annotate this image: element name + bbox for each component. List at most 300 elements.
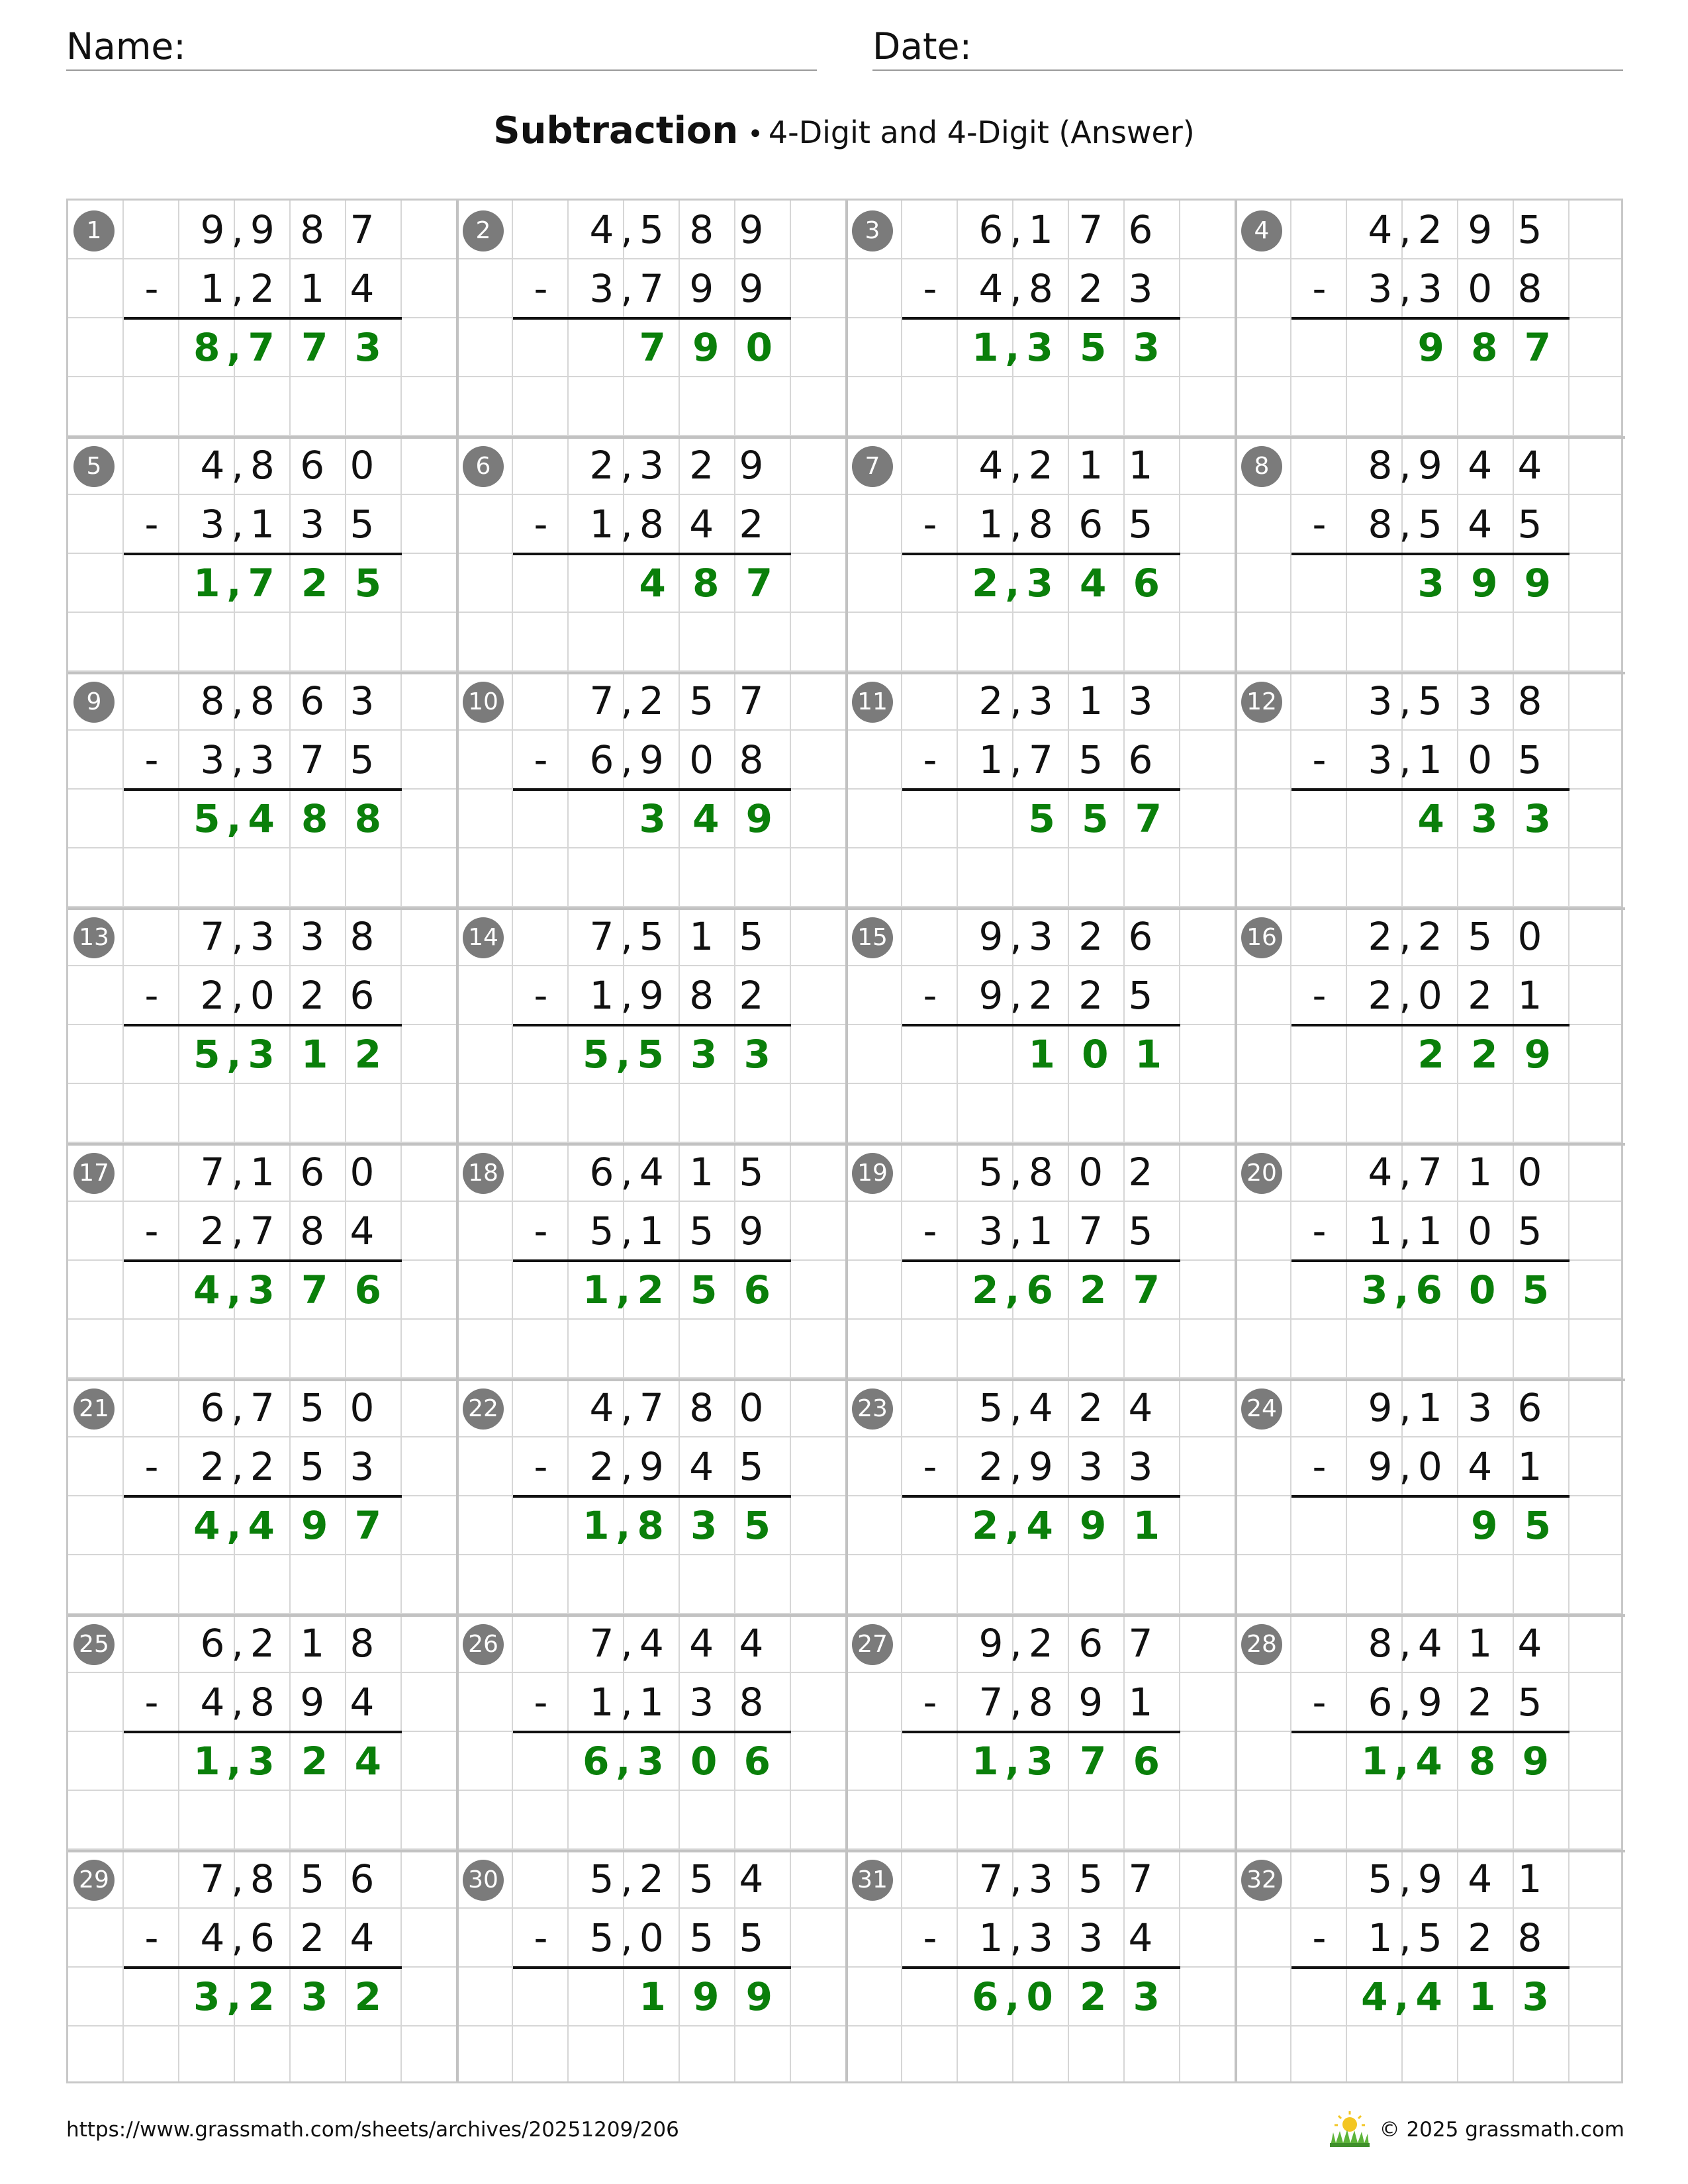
minuend-row (902, 1850, 1180, 1909)
answer-row (1291, 1025, 1570, 1084)
problem-21 (68, 1379, 457, 1614)
subtrahend: 2,7 8 4 (200, 1208, 381, 1253)
subtrahend: 1,7 5 6 (978, 737, 1160, 782)
minuend-row (902, 436, 1180, 495)
minus-sign: - (1312, 973, 1327, 1018)
answer-row (902, 1732, 1180, 1791)
answer-row (1291, 790, 1570, 848)
minuend-row (513, 201, 791, 259)
minuend-row (1291, 436, 1570, 495)
name-label: Name: (66, 25, 186, 68)
problem-number-badge: 28 (1241, 1624, 1282, 1665)
minuend-row (513, 672, 791, 731)
answer-row (902, 1496, 1180, 1555)
subtrahend-row (124, 966, 402, 1025)
problem-number-badge: 14 (463, 917, 504, 958)
minus-sign: - (144, 1208, 159, 1253)
minuend: 4,2 1 1 (978, 443, 1160, 488)
minus-sign: - (144, 1680, 159, 1725)
subtrahend-row (513, 1202, 791, 1261)
answer: 1 9 9 (639, 1974, 779, 2019)
minuend: 8,9 4 4 (1368, 443, 1549, 488)
problem-number-badge: 11 (852, 682, 893, 723)
minus-sign: - (923, 502, 937, 547)
problem-number-badge: 17 (73, 1153, 115, 1194)
problem-2 (457, 201, 847, 436)
minuend-row (902, 1143, 1180, 1202)
answer: 1,2 5 6 (583, 1267, 777, 1312)
minuend-row (124, 907, 402, 966)
subtrahend: 1,2 1 4 (200, 266, 381, 311)
problem-32 (1236, 1850, 1625, 2085)
minuend-row (1291, 1614, 1570, 1673)
minus-sign: - (144, 266, 159, 311)
problem-23 (847, 1379, 1236, 1614)
problem-number-badge: 4 (1241, 210, 1282, 251)
minus-sign: - (144, 502, 159, 547)
minuend: 2,3 1 3 (978, 678, 1160, 723)
subtrahend: 3,3 0 8 (1368, 266, 1549, 311)
minuend: 4,7 1 0 (1368, 1150, 1549, 1195)
problem-number-badge: 15 (852, 917, 893, 958)
subtrahend-row (902, 259, 1180, 318)
minuend: 8,4 1 4 (1368, 1621, 1549, 1666)
subtrahend-row (124, 1202, 402, 1261)
problem-number-badge: 32 (1241, 1860, 1282, 1901)
subtrahend-row (513, 966, 791, 1025)
answer-row (902, 1261, 1180, 1320)
problem-28 (1236, 1614, 1625, 1850)
subtrahend-row (902, 1909, 1180, 1968)
subtrahend: 5,1 5 9 (589, 1208, 771, 1253)
minus-sign: - (923, 1208, 937, 1253)
problem-number-badge: 16 (1241, 917, 1282, 958)
date-field[interactable] (872, 23, 1623, 71)
minuend: 7,2 5 7 (589, 678, 771, 723)
minuend: 5,9 4 1 (1368, 1856, 1549, 1901)
answer: 2,4 9 1 (972, 1503, 1166, 1548)
subtrahend: 1,1 3 8 (589, 1680, 771, 1725)
minuend: 6,2 1 8 (200, 1621, 381, 1666)
answer-row (124, 1732, 402, 1791)
subtrahend-row (902, 966, 1180, 1025)
answer-row (513, 790, 791, 848)
problem-number-badge: 19 (852, 1153, 893, 1194)
minus-sign: - (534, 737, 548, 782)
answer-row (902, 554, 1180, 613)
minuend-row (124, 1379, 402, 1437)
minus-sign: - (144, 1915, 159, 1960)
minuend: 4,7 8 0 (589, 1385, 771, 1430)
answer: 3,6 0 5 (1361, 1267, 1556, 1312)
minuend: 8,8 6 3 (200, 678, 381, 723)
problem-number-badge: 24 (1241, 1388, 1282, 1430)
answer: 5,3 1 2 (193, 1032, 388, 1077)
subtrahend-row (902, 1673, 1180, 1732)
subtrahend: 1,8 6 5 (978, 502, 1160, 547)
title-subtitle: 4-Digit and 4-Digit (Answer) (768, 114, 1195, 150)
minus-sign: - (923, 266, 937, 311)
grass-sun-logo-icon (1327, 2109, 1373, 2148)
subtrahend-row (124, 1673, 402, 1732)
answer: 1 0 1 (1028, 1032, 1168, 1077)
minus-sign: - (1312, 1680, 1327, 1725)
subtrahend: 8,5 4 5 (1368, 502, 1549, 547)
minuend: 3,5 3 8 (1368, 678, 1549, 723)
minus-sign: - (144, 737, 159, 782)
problem-number-badge: 6 (463, 446, 504, 487)
problem-number-badge: 3 (852, 210, 893, 251)
minus-sign: - (923, 973, 937, 1018)
subtrahend-row (124, 495, 402, 554)
minuend: 4,8 6 0 (200, 443, 381, 488)
subtrahend-row (513, 259, 791, 318)
answer-row (902, 790, 1180, 848)
minuend: 7,1 6 0 (200, 1150, 381, 1195)
footer-copyright: © 2025 grassmath.com (1379, 2118, 1624, 2142)
subtrahend-row (124, 259, 402, 318)
subtrahend-row (1291, 1909, 1570, 1968)
minuend-row (124, 1143, 402, 1202)
subtrahend: 2,0 2 6 (200, 973, 381, 1018)
answer: 1,7 2 5 (193, 561, 388, 606)
problem-11 (847, 672, 1236, 907)
answer-row (1291, 1732, 1570, 1791)
subtrahend: 1,1 0 5 (1368, 1208, 1549, 1253)
subtrahend-row (1291, 1673, 1570, 1732)
answer-row (1291, 1496, 1570, 1555)
subtrahend-row (902, 495, 1180, 554)
answer-row (513, 554, 791, 613)
problem-15 (847, 907, 1236, 1143)
minus-sign: - (534, 266, 548, 311)
minuend-row (1291, 1379, 1570, 1437)
problem-7 (847, 436, 1236, 672)
answer-row (124, 790, 402, 848)
minus-sign: - (1312, 1444, 1327, 1489)
subtrahend: 3,7 9 9 (589, 266, 771, 311)
answer-row (124, 554, 402, 613)
minuend-row (1291, 1143, 1570, 1202)
subtrahend-row (513, 1909, 791, 1968)
minuend: 2,3 2 9 (589, 443, 771, 488)
minus-sign: - (534, 1208, 548, 1253)
minuend-row (513, 436, 791, 495)
subtrahend: 5,0 5 5 (589, 1915, 771, 1960)
minus-sign: - (144, 1444, 159, 1489)
answer-row (1291, 554, 1570, 613)
subtrahend: 4,8 2 3 (978, 266, 1160, 311)
minus-sign: - (1312, 737, 1327, 782)
minus-sign: - (923, 737, 937, 782)
subtrahend: 2,9 4 5 (589, 1444, 771, 1489)
minus-sign: - (1312, 1208, 1327, 1253)
problem-1 (68, 201, 457, 436)
answer: 5 5 7 (1028, 796, 1168, 841)
answer-row (513, 1968, 791, 2026)
problem-24 (1236, 1379, 1625, 1614)
subtrahend: 2,0 2 1 (1368, 973, 1549, 1018)
subtrahend: 4,8 9 4 (200, 1680, 381, 1725)
subtrahend-row (124, 1909, 402, 1968)
answer: 9 8 7 (1417, 325, 1558, 370)
minuend-row (1291, 201, 1570, 259)
minuend-row (1291, 907, 1570, 966)
minuend-row (902, 201, 1180, 259)
minuend: 6,4 1 5 (589, 1150, 771, 1195)
answer: 4 8 7 (639, 561, 779, 606)
minuend-row (124, 436, 402, 495)
answer-row (513, 1732, 791, 1791)
subtrahend-row (124, 731, 402, 790)
footer-url[interactable]: https://www.grassmath.com/sheets/archives/20251209/206 (66, 2118, 679, 2142)
minus-sign: - (923, 1915, 937, 1960)
minus-sign: - (534, 1680, 548, 1725)
subtrahend-row (902, 1437, 1180, 1496)
problem-number-badge: 27 (852, 1624, 893, 1665)
answer-row (124, 1025, 402, 1084)
subtrahend-row (513, 731, 791, 790)
subtrahend-row (902, 731, 1180, 790)
problem-number-badge: 26 (463, 1624, 504, 1665)
problem-14 (457, 907, 847, 1143)
problem-number-badge: 21 (73, 1388, 115, 1430)
answer: 2 2 9 (1417, 1032, 1558, 1077)
subtrahend-row (1291, 495, 1570, 554)
problem-number-badge: 23 (852, 1388, 893, 1430)
problem-19 (847, 1143, 1236, 1379)
subtrahend: 1,3 3 4 (978, 1915, 1160, 1960)
answer: 7 9 0 (639, 325, 779, 370)
answer: 3 4 9 (639, 796, 779, 841)
problem-20 (1236, 1143, 1625, 1379)
minuend-row (124, 672, 402, 731)
problem-number-badge: 30 (463, 1860, 504, 1901)
answer: 5,4 8 8 (193, 796, 388, 841)
minuend: 2,2 5 0 (1368, 914, 1549, 959)
answer: 3 9 9 (1417, 561, 1558, 606)
minuend-row (902, 1379, 1180, 1437)
answer: 8,7 7 3 (193, 325, 388, 370)
answer-row (513, 1025, 791, 1084)
minus-sign: - (1312, 502, 1327, 547)
subtrahend: 2,2 5 3 (200, 1444, 381, 1489)
minus-sign: - (144, 973, 159, 1018)
problem-number-badge: 25 (73, 1624, 115, 1665)
subtrahend-row (1291, 1437, 1570, 1496)
answer: 4,4 9 7 (193, 1503, 388, 1548)
minuend: 9,1 3 6 (1368, 1385, 1549, 1430)
answer: 6,0 2 3 (972, 1974, 1166, 2019)
name-field[interactable] (66, 23, 817, 71)
answer: 9 5 (1471, 1503, 1558, 1548)
answer-row (124, 1261, 402, 1320)
subtrahend: 4,6 2 4 (200, 1915, 381, 1960)
subtrahend: 1,9 8 2 (589, 973, 771, 1018)
answer-row (124, 1496, 402, 1555)
subtrahend-row (513, 495, 791, 554)
subtrahend-row (513, 1437, 791, 1496)
minuend: 7,3 3 8 (200, 914, 381, 959)
problem-number-badge: 18 (463, 1153, 504, 1194)
answer: 4,4 1 3 (1361, 1974, 1556, 2019)
subtrahend: 6,9 0 8 (589, 737, 771, 782)
minus-sign: - (534, 1444, 548, 1489)
minuend: 7,8 5 6 (200, 1856, 381, 1901)
problem-number-badge: 8 (1241, 446, 1282, 487)
subtrahend: 3,1 3 5 (200, 502, 381, 547)
worksheet-title (0, 106, 1688, 159)
minuend-row (124, 1850, 402, 1909)
problem-12 (1236, 672, 1625, 907)
answer-row (513, 318, 791, 377)
problem-number-badge: 12 (1241, 682, 1282, 723)
subtrahend: 3,3 7 5 (200, 737, 381, 782)
minuend: 4,5 8 9 (589, 207, 771, 252)
minus-sign: - (923, 1444, 937, 1489)
answer: 3,2 3 2 (193, 1974, 388, 2019)
answer-row (902, 318, 1180, 377)
subtrahend-row (1291, 966, 1570, 1025)
problem-17 (68, 1143, 457, 1379)
subtrahend-row (513, 1673, 791, 1732)
answer: 1,3 7 6 (972, 1739, 1166, 1784)
answer: 4,3 7 6 (193, 1267, 388, 1312)
answer-row (902, 1025, 1180, 1084)
subtrahend: 2,9 3 3 (978, 1444, 1160, 1489)
title-separator: • (747, 119, 763, 150)
answer-row (1291, 318, 1570, 377)
answer-row (902, 1968, 1180, 2026)
problem-26 (457, 1614, 847, 1850)
problem-29 (68, 1850, 457, 2085)
subtrahend-row (1291, 1202, 1570, 1261)
minuend-row (902, 907, 1180, 966)
answer-row (124, 1968, 402, 2026)
problem-16 (1236, 907, 1625, 1143)
minuend-row (1291, 672, 1570, 731)
subtrahend: 9,2 2 5 (978, 973, 1160, 1018)
answer-row (124, 318, 402, 377)
minus-sign: - (1312, 1915, 1327, 1960)
minuend-row (902, 672, 1180, 731)
problem-31 (847, 1850, 1236, 2085)
problem-8 (1236, 436, 1625, 672)
problem-9 (68, 672, 457, 907)
subtrahend-row (902, 1202, 1180, 1261)
answer: 6,3 0 6 (583, 1739, 777, 1784)
answer: 4 3 3 (1417, 796, 1558, 841)
problem-27 (847, 1614, 1236, 1850)
subtrahend-row (1291, 259, 1570, 318)
subtrahend: 1,8 4 2 (589, 502, 771, 547)
problem-number-badge: 7 (852, 446, 893, 487)
minuend-row (513, 907, 791, 966)
problem-number-badge: 1 (73, 210, 115, 251)
problem-number-badge: 29 (73, 1860, 115, 1901)
problem-10 (457, 672, 847, 907)
problem-4 (1236, 201, 1625, 436)
answer-row (513, 1496, 791, 1555)
minus-sign: - (534, 1915, 548, 1960)
problem-3 (847, 201, 1236, 436)
minuend: 9,3 2 6 (978, 914, 1160, 959)
problem-25 (68, 1614, 457, 1850)
problem-number-badge: 2 (463, 210, 504, 251)
problem-22 (457, 1379, 847, 1614)
answer-row (513, 1261, 791, 1320)
subtrahend: 9,0 4 1 (1368, 1444, 1549, 1489)
problem-6 (457, 436, 847, 672)
problem-grid (66, 199, 1623, 2083)
minus-sign: - (923, 1680, 937, 1725)
minuend: 4,2 9 5 (1368, 207, 1549, 252)
minuend-row (513, 1614, 791, 1673)
minus-sign: - (534, 502, 548, 547)
minuend: 7,3 5 7 (978, 1856, 1160, 1901)
answer: 5,5 3 3 (583, 1032, 777, 1077)
problem-5 (68, 436, 457, 672)
minuend-row (513, 1379, 791, 1437)
answer: 2,6 2 7 (972, 1267, 1166, 1312)
problem-13 (68, 907, 457, 1143)
minuend-row (513, 1143, 791, 1202)
title-main: Subtraction (493, 109, 739, 152)
problem-number-badge: 9 (73, 682, 115, 723)
minuend: 9,2 6 7 (978, 1621, 1160, 1666)
minus-sign: - (534, 973, 548, 1018)
subtrahend: 7,8 9 1 (978, 1680, 1160, 1725)
problem-30 (457, 1850, 847, 2085)
minuend: 5,2 5 4 (589, 1856, 771, 1901)
subtrahend: 1,5 2 8 (1368, 1915, 1549, 1960)
minus-sign: - (1312, 266, 1327, 311)
minuend: 9,9 8 7 (200, 207, 381, 252)
subtrahend-row (1291, 731, 1570, 790)
subtrahend: 3,1 7 5 (978, 1208, 1160, 1253)
answer: 1,4 8 9 (1361, 1739, 1556, 1784)
answer-row (1291, 1261, 1570, 1320)
minuend-row (1291, 1850, 1570, 1909)
problem-number-badge: 13 (73, 917, 115, 958)
answer-row (1291, 1968, 1570, 2026)
answer: 1,3 5 3 (972, 325, 1166, 370)
subtrahend: 3,1 0 5 (1368, 737, 1549, 782)
minuend-row (902, 1614, 1180, 1673)
answer: 1,8 3 5 (583, 1503, 777, 1548)
answer: 1,3 2 4 (193, 1739, 388, 1784)
minuend: 5,8 0 2 (978, 1150, 1160, 1195)
minuend-row (513, 1850, 791, 1909)
problem-18 (457, 1143, 847, 1379)
problem-number-badge: 10 (463, 682, 504, 723)
minuend: 6,1 7 6 (978, 207, 1160, 252)
problem-number-badge: 31 (852, 1860, 893, 1901)
date-label: Date: (872, 25, 972, 68)
problem-number-badge: 22 (463, 1388, 504, 1430)
minuend: 6,7 5 0 (200, 1385, 381, 1430)
minuend: 7,5 1 5 (589, 914, 771, 959)
minuend-row (124, 201, 402, 259)
subtrahend-row (124, 1437, 402, 1496)
minuend: 7,4 4 4 (589, 1621, 771, 1666)
minuend-row (124, 1614, 402, 1673)
problem-number-badge: 20 (1241, 1153, 1282, 1194)
problem-number-badge: 5 (73, 446, 115, 487)
subtrahend: 6,9 2 5 (1368, 1680, 1549, 1725)
minuend: 5,4 2 4 (978, 1385, 1160, 1430)
answer: 2,3 4 6 (972, 561, 1166, 606)
